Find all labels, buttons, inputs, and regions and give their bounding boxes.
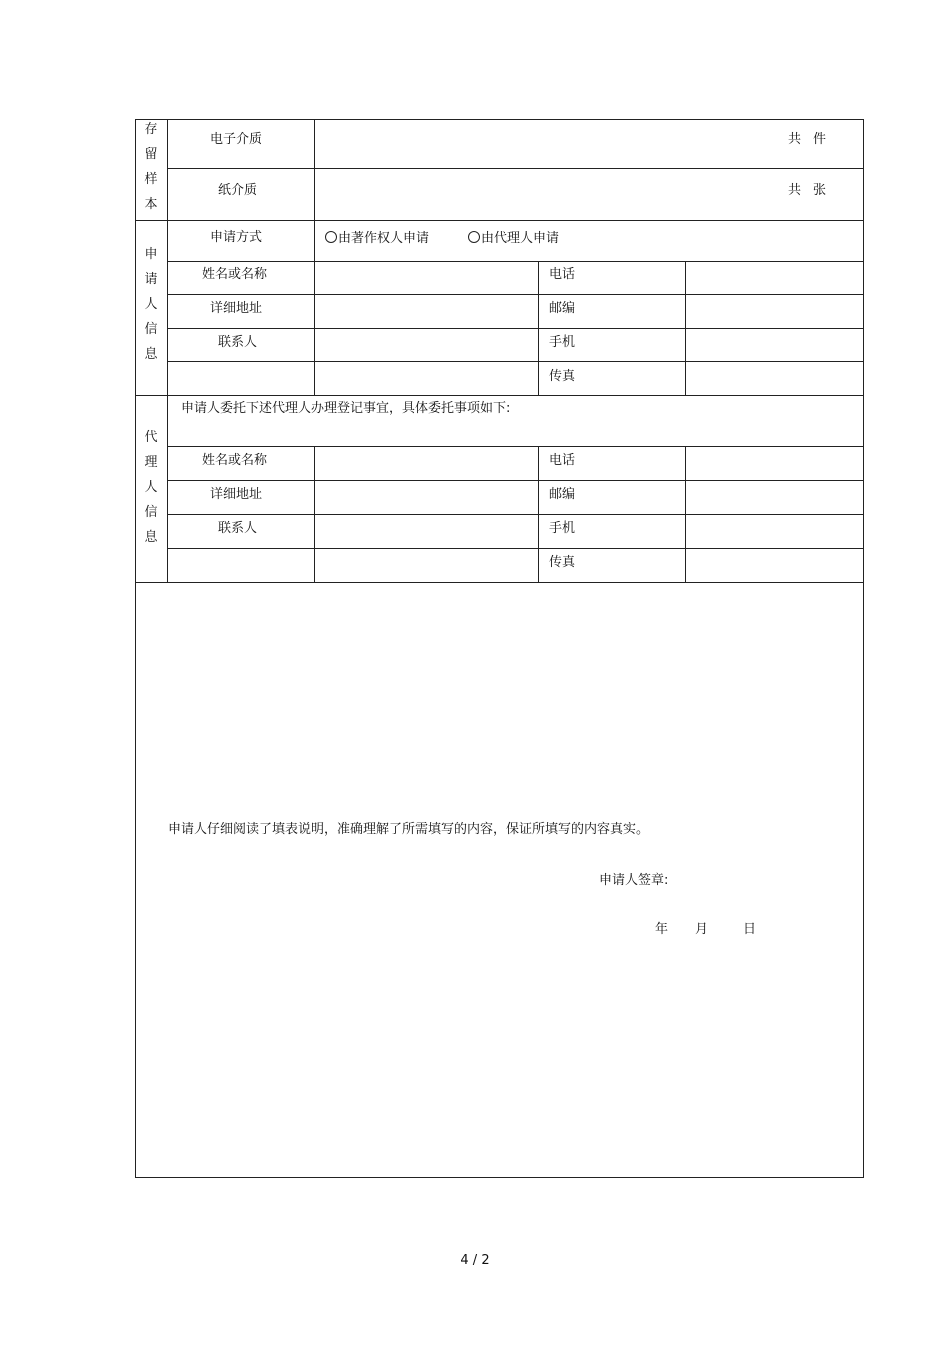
electronic-count-unit: 件	[813, 132, 827, 147]
signature-label: 申请人签章:	[599, 873, 669, 888]
paper-count-unit: 张	[813, 183, 827, 198]
entrust-statement: 申请人委托下述代理人办理登记事宜，具体委托事项如下:	[181, 401, 511, 416]
option-owner-radio[interactable]	[325, 231, 429, 246]
applicant-section-label: 申 请 人 信 息	[144, 247, 158, 362]
agent-section-label: 代 理 人 信 息	[144, 430, 158, 545]
date-month-label: 月	[695, 922, 709, 937]
declaration-statement: 申请人仔细阅读了填表说明，准确理解了所需填写的内容，保证所填写的内容真实。	[168, 822, 650, 837]
application-method-label: 申请方式	[210, 230, 263, 245]
registration-form-table	[135, 119, 864, 1178]
agent-phone-label: 电话	[549, 453, 576, 468]
storage-section-label: 存 留 样 本	[144, 122, 158, 212]
agent-mobile-label: 手机	[549, 521, 576, 536]
option-agent-label: 由代理人申请	[481, 231, 560, 246]
agent-name-label: 姓名或名称	[202, 453, 268, 468]
paper-media-label: 纸介质	[218, 183, 258, 198]
electronic-count-prefix: 共	[788, 132, 802, 147]
option-agent-radio[interactable]	[468, 231, 559, 246]
date-year-label: 年	[655, 922, 669, 937]
applicant-mobile-label: 手机	[549, 335, 576, 350]
option-owner-label: 由著作权人申请	[338, 231, 430, 246]
agent-zip-label: 邮编	[549, 487, 576, 502]
agent-fax-label: 传真	[549, 555, 576, 570]
radio-circle-icon	[325, 231, 337, 243]
radio-circle-icon	[468, 231, 480, 243]
agent-contact-label: 联系人	[218, 521, 258, 536]
agent-address-label: 详细地址	[210, 487, 263, 502]
applicant-phone-label: 电话	[549, 267, 576, 282]
page-number: 4 / 2	[460, 1253, 490, 1268]
applicant-name-label: 姓名或名称	[202, 267, 268, 282]
applicant-address-label: 详细地址	[210, 301, 263, 316]
date-day-label: 日	[743, 922, 757, 937]
applicant-fax-label: 传真	[549, 369, 576, 384]
paper-count-prefix: 共	[788, 183, 802, 198]
applicant-contact-label: 联系人	[218, 335, 258, 350]
applicant-zip-label: 邮编	[549, 301, 576, 316]
electronic-media-label: 电子介质	[210, 132, 263, 147]
